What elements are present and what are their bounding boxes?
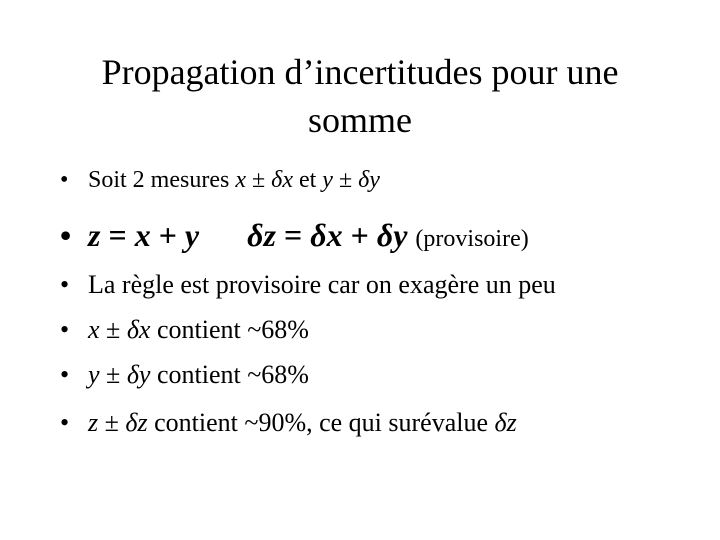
plus-minus: ±	[98, 408, 126, 437]
bullet-text	[88, 215, 529, 259]
bullet-text: La règle est provisoire car on exagère un peu	[88, 270, 556, 299]
slide-title-line-1: Propagation d’incertitudes pour une	[101, 52, 619, 92]
bullet-dot-icon: •	[60, 360, 70, 389]
text-run: Soit 2 mesures	[88, 167, 236, 193]
text-run: contient ~90%, ce qui surévalue	[147, 408, 495, 437]
plus-minus: ±	[99, 360, 127, 389]
variable-y: y	[184, 217, 200, 253]
bullet-dot-icon: •	[60, 270, 70, 299]
text-run: contient ~68%	[150, 315, 309, 344]
slide-title	[0, 48, 720, 144]
uncertainty-dx: δx	[126, 315, 151, 344]
plus-sign: +	[150, 217, 185, 253]
plus-minus: ±	[99, 315, 127, 344]
text-run: et	[292, 167, 323, 193]
bullet-text	[88, 164, 380, 196]
bullet-text	[88, 313, 309, 347]
uncertainty-dx: δx	[310, 217, 343, 253]
bullet-text	[88, 358, 309, 392]
text-run: contient ~68%	[150, 360, 309, 389]
uncertainty-dx: δx	[271, 167, 293, 193]
equals-sign: =	[100, 217, 135, 253]
bullet-text	[88, 406, 517, 440]
variable-x: x	[88, 315, 100, 344]
bullet-dot-icon: •	[60, 167, 69, 193]
bullet-dot-icon: •	[60, 217, 72, 253]
bullet-dot-icon: •	[60, 315, 70, 344]
uncertainty-dy: δy	[376, 217, 408, 253]
uncertainty-dy: δy	[358, 167, 380, 193]
uncertainty-dz: δz	[247, 217, 276, 253]
bullet-dot-icon: •	[60, 408, 70, 437]
variable-z: z	[88, 408, 99, 437]
equals-sign: =	[275, 217, 311, 253]
variable-y: y	[322, 167, 333, 193]
provisional-note: (provisoire)	[415, 226, 529, 252]
slide-title-line-2: somme	[308, 100, 412, 140]
plus-minus: ±	[332, 167, 359, 193]
variable-x: x	[235, 167, 246, 193]
variable-y: y	[88, 360, 100, 389]
uncertainty-dz: δz	[494, 408, 517, 437]
uncertainty-dy: δy	[126, 360, 151, 389]
plus-minus: ±	[245, 167, 272, 193]
uncertainty-dz: δz	[125, 408, 148, 437]
variable-x: x	[134, 217, 151, 253]
variable-z: z	[88, 217, 101, 253]
plus-sign: +	[342, 217, 377, 253]
